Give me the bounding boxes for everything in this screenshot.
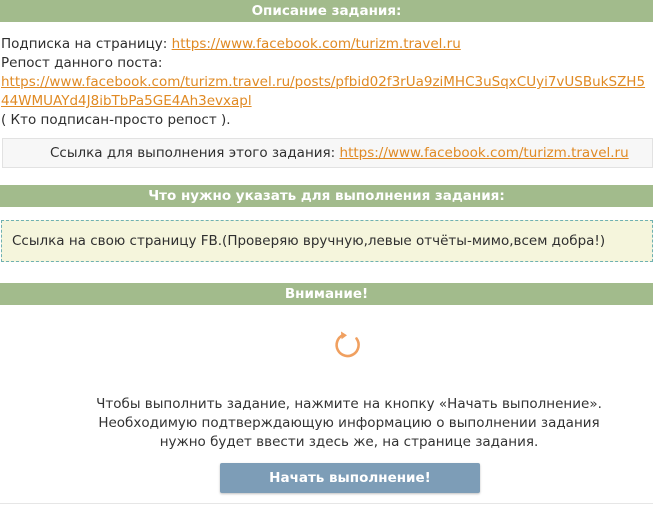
attention-instructions — [0, 395, 653, 452]
subscribe-line — [1, 35, 653, 54]
execution-link-label: Ссылка для выполнения этого задания: — [50, 145, 336, 161]
requirements-header: Что нужно указать для выполнения задания: — [0, 185, 653, 207]
instruction-line-3: нужно будет ввести здесь же, на странице задания. — [159, 434, 539, 450]
bottom-divider — [0, 503, 653, 504]
subscribe-link[interactable]: https://www.facebook.com/turizm.travel.ru — [171, 36, 461, 52]
requirements-text: Ссылка на свою страницу FB.(Проверяю вручную,левые отчёты-мимо,всем добра!) — [12, 233, 606, 249]
execution-link-box — [2, 138, 653, 168]
instruction-line-2: Необходимую подтверждающую информацию о выполнении задания — [98, 415, 600, 431]
attention-header: Внимание! — [0, 283, 653, 305]
start-execution-button[interactable]: Начать выполнение! — [220, 463, 480, 493]
repost-label: Репост данного поста: — [1, 55, 163, 71]
repost-link[interactable]: https://www.facebook.com/turizm.travel.ru/posts/pfbid02f3rUa9ziMHC3uSqxCUyi7vUSBukSZH544WMUAYd4J8ibTbPa5GE4Ah3evxapl — [1, 74, 646, 109]
instruction-line-1: Чтобы выполнить задание, нажмите на кнопку «Начать выполнение». — [96, 396, 602, 412]
subscribe-label: Подписка на страницу: — [1, 36, 168, 52]
description-note: ( Кто подписан-просто репост ). — [1, 112, 231, 128]
description-header: Описание задания: — [0, 0, 653, 22]
execution-link[interactable]: https://www.facebook.com/turizm.travel.ru — [339, 145, 629, 161]
task-description — [1, 35, 653, 130]
refresh-spinner-icon — [333, 330, 363, 360]
requirements-note — [1, 220, 653, 262]
